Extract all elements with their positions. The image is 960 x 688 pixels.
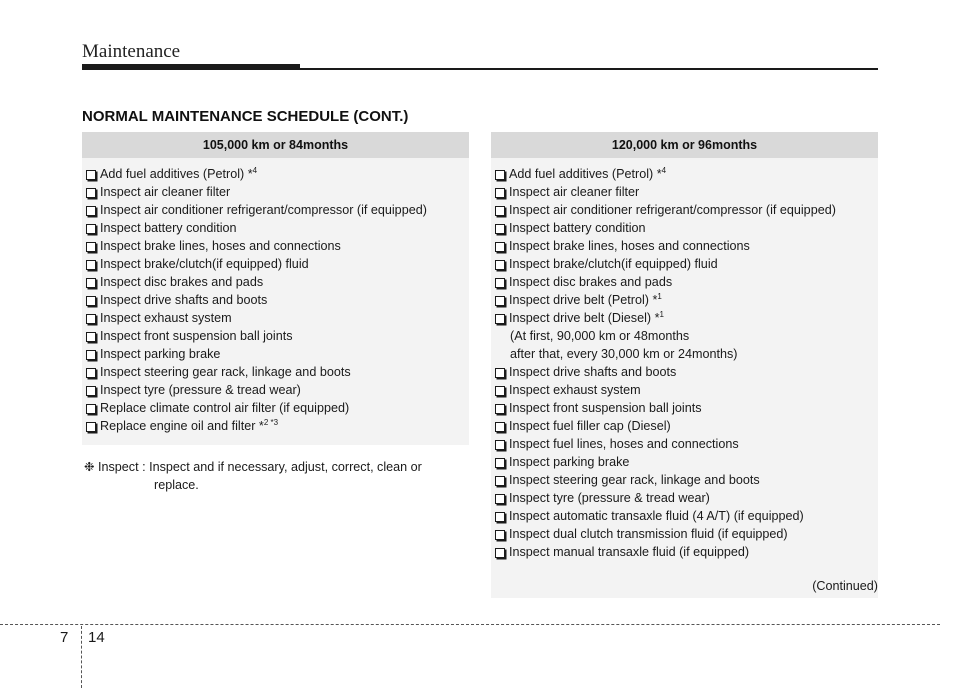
checklist-item (491, 489, 878, 507)
checklist-item (82, 201, 469, 219)
checklist-item (491, 543, 878, 561)
item-label: Inspect battery condition (509, 221, 646, 235)
checkbox-icon (495, 548, 505, 558)
item-label: Inspect disc brakes and pads (100, 275, 264, 289)
item-label: Inspect brake/clutch(if equipped) fluid (509, 257, 718, 271)
continued-label: (Continued) (812, 579, 878, 593)
item-label: Inspect drive belt (Diesel) * (509, 311, 660, 325)
item-label: Inspect parking brake (100, 347, 221, 361)
checklist-item (491, 525, 878, 543)
item-label: Inspect brake lines, hoses and connections (509, 239, 750, 253)
checkbox-icon (86, 404, 96, 414)
checkbox-icon (86, 386, 96, 396)
checklist-item (491, 363, 878, 381)
checkbox-icon (86, 422, 96, 432)
checkbox-icon (495, 296, 505, 306)
chapter-number: 7 (60, 629, 69, 646)
checkbox-icon (495, 206, 505, 216)
checkbox-icon (495, 314, 505, 324)
item-label: Replace climate control air filter (if equipped) (100, 401, 350, 415)
checklist-item (82, 381, 469, 399)
checklist-item (491, 201, 878, 219)
checklist-item (82, 363, 469, 381)
checklist-item (491, 345, 878, 363)
checkbox-icon (86, 188, 96, 198)
footer-vertical-divider (81, 626, 82, 688)
checklist-item (491, 417, 878, 435)
checklist-item (82, 291, 469, 309)
item-label: after that, every 30,000 km or 24months) (510, 347, 738, 361)
checklist-item (491, 273, 878, 291)
right-item-list (491, 158, 878, 561)
checkbox-icon (495, 512, 505, 522)
checklist-item (491, 291, 878, 309)
item-label: Inspect steering gear rack, linkage and boots (100, 365, 351, 379)
checkbox-icon (495, 404, 505, 414)
checklist-item (82, 219, 469, 237)
checkbox-icon (495, 242, 505, 252)
item-label: Inspect drive shafts and boots (509, 365, 677, 379)
item-label: Inspect air cleaner filter (509, 185, 640, 199)
footnote-marker: 4 (661, 166, 667, 175)
left-column-heading: 105,000 km or 84months (82, 132, 469, 158)
checkbox-icon (495, 422, 505, 432)
item-label: Inspect air conditioner refrigerant/compressor (if equipped) (100, 203, 427, 217)
checkbox-icon (86, 350, 96, 360)
checklist-item (491, 309, 878, 327)
footer-divider (0, 624, 940, 625)
checklist-item (491, 399, 878, 417)
item-label: Inspect automatic transaxle fluid (4 A/T) (if equipped) (509, 509, 804, 523)
checklist-item (491, 183, 878, 201)
item-label: Inspect battery condition (100, 221, 237, 235)
item-label: Inspect tyre (pressure & tread wear) (100, 383, 301, 397)
checkbox-icon (86, 296, 96, 306)
checklist-item (82, 417, 469, 435)
checkbox-icon (495, 494, 505, 504)
item-label: Add fuel additives (Petrol) * (100, 167, 253, 181)
item-label: Inspect steering gear rack, linkage and boots (509, 473, 760, 487)
checklist-item (491, 219, 878, 237)
right-column-heading: 120,000 km or 96months (491, 132, 878, 158)
checkbox-icon (86, 242, 96, 252)
item-label: Inspect fuel filler cap (Diesel) (509, 419, 671, 433)
checklist-item (82, 165, 469, 183)
checkbox-icon (495, 260, 505, 270)
item-label: Add fuel additives (Petrol) * (509, 167, 662, 181)
checkbox-icon (495, 170, 505, 180)
checkbox-icon (495, 530, 505, 540)
item-label: Inspect brake/clutch(if equipped) fluid (100, 257, 309, 271)
title-underline-thick (82, 64, 300, 70)
left-schedule-column (82, 132, 469, 445)
checklist-item (491, 255, 878, 273)
checklist-item (82, 237, 469, 255)
checklist-item (82, 327, 469, 345)
title-underline-thin (300, 68, 878, 70)
item-label: Inspect dual clutch transmission fluid (if equipped) (509, 527, 788, 541)
checklist-item (491, 453, 878, 471)
schedule-heading: NORMAL MAINTENANCE SCHEDULE (CONT.) (82, 108, 409, 125)
checkbox-icon (86, 170, 96, 180)
item-label: Inspect exhaust system (509, 383, 641, 397)
item-label: Inspect parking brake (509, 455, 630, 469)
footnote-marker: 1 (659, 310, 664, 319)
page-number: 14 (88, 629, 105, 646)
checklist-item (82, 183, 469, 201)
right-schedule-column (491, 132, 878, 598)
checkbox-icon (86, 260, 96, 270)
item-label: Inspect air conditioner refrigerant/compressor (if equipped) (509, 203, 836, 217)
checkbox-icon (86, 278, 96, 288)
item-label: Inspect brake lines, hoses and connections (100, 239, 341, 253)
item-label: Inspect front suspension ball joints (509, 401, 702, 415)
section-title: Maintenance (82, 41, 181, 62)
checkbox-icon (495, 224, 505, 234)
checkbox-icon (495, 476, 505, 486)
checkbox-icon (86, 224, 96, 234)
checkbox-icon (495, 188, 505, 198)
item-label: (At first, 90,000 km or 48months (510, 329, 690, 343)
checkbox-icon (86, 314, 96, 324)
checklist-item (491, 165, 878, 183)
checklist-item (491, 381, 878, 399)
note-line-1: Inspect : Inspect and if necessary, adjust, correct, clean or (98, 460, 422, 474)
checklist-item (82, 399, 469, 417)
checklist-item (491, 471, 878, 489)
checkbox-icon (495, 458, 505, 468)
item-label: Inspect exhaust system (100, 311, 232, 325)
checklist-item (82, 273, 469, 291)
checklist-item (82, 309, 469, 327)
checkbox-icon (495, 368, 505, 378)
item-label: Inspect fuel lines, hoses and connections (509, 437, 739, 451)
note-line-2: replace. (154, 478, 199, 492)
item-label: Inspect tyre (pressure & tread wear) (509, 491, 710, 505)
checklist-item (491, 237, 878, 255)
note-symbol: ❉ (84, 460, 95, 474)
footnote-marker: 2 *3 (263, 418, 279, 427)
item-label: Inspect drive belt (Petrol) * (509, 293, 658, 307)
item-label: Inspect front suspension ball joints (100, 329, 293, 343)
checkbox-icon (495, 278, 505, 288)
item-label: Replace engine oil and filter * (100, 419, 264, 433)
item-label: Inspect disc brakes and pads (509, 275, 673, 289)
checklist-item (491, 507, 878, 525)
item-label: Inspect manual transaxle fluid (if equipped) (509, 545, 750, 559)
inspect-note (84, 458, 474, 494)
checkbox-icon (86, 332, 96, 342)
footnote-marker: 4 (252, 166, 258, 175)
checkbox-icon (86, 368, 96, 378)
item-label: Inspect air cleaner filter (100, 185, 231, 199)
checklist-item (82, 255, 469, 273)
checkbox-icon (495, 386, 505, 396)
checklist-item (491, 327, 878, 345)
checklist-item (491, 435, 878, 453)
footnote-marker: 1 (657, 292, 662, 301)
left-item-list (82, 158, 469, 435)
checklist-item (82, 345, 469, 363)
item-label: Inspect drive shafts and boots (100, 293, 268, 307)
checkbox-icon (495, 440, 505, 450)
checkbox-icon (86, 206, 96, 216)
